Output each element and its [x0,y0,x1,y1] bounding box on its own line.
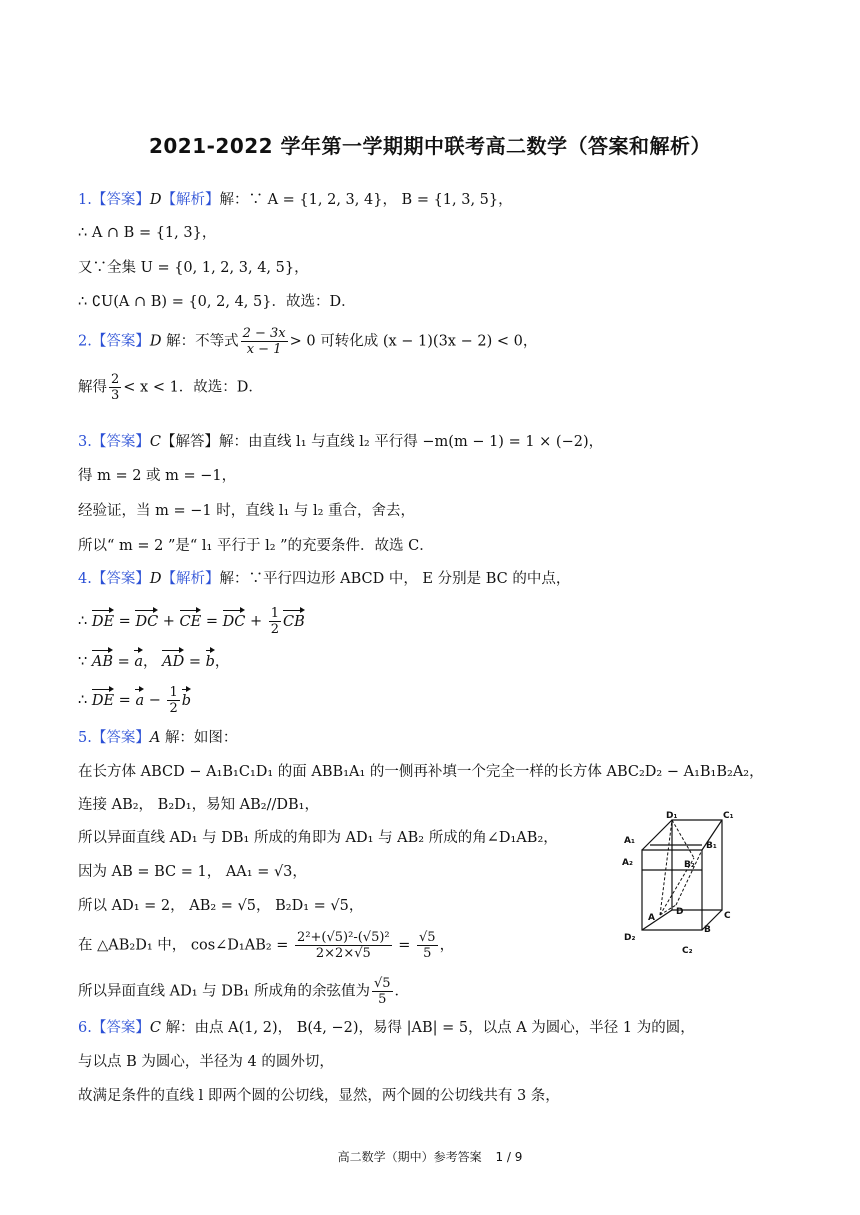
q4-text: + [158,613,180,630]
q3-text-1: 解：由直线 l₁ 与直线 l₂ 平行得 −m(m − 1) = 1 × (−2)， [218,434,604,450]
q5-frac-numerator: 2²+(√5)²-(√5)² [297,930,390,945]
label-c1: C₁ [723,811,734,821]
q1-line-1 [78,190,513,210]
q4-frac2-numerator: 1 [169,685,178,700]
q4-answer-tag: 【答案】 [91,571,150,587]
q5-answer-tag: 【答案】 [91,730,150,746]
vector-dc: DC [222,613,246,630]
q4-frac-numerator: 1 [270,606,279,621]
q1-line-4: ∴ ∁U(A ∩ B) = {0, 2, 4, 5}．故选：D． [78,294,356,310]
q1-text-1: 解：∵ A = {1, 2, 3, 4}， B = {1, 3, 5}， [219,192,513,208]
label-b: B [704,925,711,935]
q3-solution-tag: 【解答】 [160,434,219,450]
q4-text-1: 解：∵平行四边形 ABCD 中， E 分别是 BC 的中点， [219,571,571,587]
label-a1: A₁ [624,836,635,846]
q1-answer-tag: 【答案】 [91,192,150,208]
q2-text-1b: > 0 可转化成 (x − 1)(3x − 2) < 0， [289,333,538,350]
q5-line-5: 所以 AD₁ = 2， AB₂ = √5， B₂D₁ = √5， [78,898,364,914]
q2-frac-denominator: x − 1 [246,342,282,357]
q6-answer: C [149,1020,161,1036]
q4-frac2-denominator: 2 [169,701,178,716]
q5-line-7 [78,976,409,1007]
q5-frac2-denominator: 5 [423,946,432,961]
vector-ce: CE [179,613,202,630]
q5-text-6b: = [393,937,416,954]
vector-de: DE [91,613,115,630]
q2-text-2b: < x < 1．故选：D． [123,379,263,396]
q1-line-3: 又∵全集 U = {0, 1, 2, 3, 4, 5}， [78,260,309,276]
q4-text: ∴ [78,613,92,630]
vector-cb: CB [283,613,305,630]
label-c2: C₂ [682,946,693,956]
cuboid-figure [620,810,740,960]
q1-analysis-tag: 【解析】 [161,192,220,208]
q4-text: ， [143,654,163,670]
q5-frac3-denominator: 5 [378,992,387,1007]
label-b1: B₁ [706,841,717,851]
vector-b: b [205,654,215,670]
page-number: 1 / 9 [495,1150,523,1164]
q4-line-2 [78,606,305,637]
q3-line-2: 得 m = 2 或 m = −1， [78,468,237,484]
q6-number: 6. [78,1020,92,1036]
q3-answer: C [149,434,161,450]
label-a2: A₂ [622,858,633,868]
q2-frac2-denominator: 3 [111,388,120,403]
q5-answer: A [149,730,161,746]
q4-text: − [144,692,166,709]
q2-text-2a: 解得 [78,379,107,396]
q2-line-1 [78,326,537,357]
q4-fraction [269,606,281,637]
label-d2: D₂ [624,933,636,943]
q2-frac2-numerator: 2 [111,372,120,387]
q5-line-3: 所以异面直线 AD₁ 与 DB₁ 所成的角即为 AD₁ 与 AB₂ 所成的角∠D₁AB₂， [78,830,558,846]
vector-b: b [181,692,192,709]
vector-ab: AB [91,654,113,670]
vector-dc: DC [135,613,159,630]
q6-answer-tag: 【答案】 [91,1020,150,1036]
q5-fraction-2 [417,930,438,961]
q5-frac3-numerator: √5 [373,976,391,991]
q5-line-4: 因为 AB = BC = 1， AA₁ = √3， [78,864,307,880]
q5-line-0 [78,728,237,748]
q4-line-3 [78,652,229,672]
q4-fraction-2 [167,685,179,716]
q2-text-1a: 解：不等式 [166,333,239,350]
q3-number: 3. [78,434,92,450]
vector-de: DE [91,692,115,709]
q2-answer-tag: 【答案】 [91,333,150,350]
q4-text: = [201,613,223,630]
q3-line-4: 所以“ m = 2 ”是“ l₁ 平行于 l₂ ”的充要条件．故选 C． [78,538,434,554]
q5-frac2-numerator: √5 [419,930,436,945]
label-a: A [648,913,655,923]
q4-analysis-tag: 【解析】 [161,571,220,587]
q4-text: ∵ [78,654,92,670]
q3-answer-tag: 【答案】 [91,434,150,450]
q4-answer: D [149,571,162,587]
footer-text: 高二数学（期中）参考答案 [337,1150,482,1164]
q1-line-2: ∴ A ∩ B = {1, 3}， [78,225,217,241]
q5-line-6 [78,930,454,961]
q5-text-7a: 所以异面直线 AD₁ 与 DB₁ 所成角的余弦值为 [78,983,370,1000]
q2-answer: D [149,333,162,350]
q2-number: 2. [78,333,92,350]
label-b2: B₂ [684,860,695,870]
q4-text: = [112,654,135,670]
label-d1: D₁ [666,811,678,821]
page-title: 2021-2022 学年第一学期期中联考高二数学（答案和解析） [148,134,712,158]
q6-line-2: 与以点 B 为圆心，半径为 4 的圆外切， [78,1054,334,1070]
q4-text: ， [214,654,230,670]
q1-answer: D [149,192,162,208]
q5-line-1: 在长方体 ABCD − A₁B₁C₁D₁ 的面 ABB₁A₁ 的一侧再补填一个完全一样的长方体 ABC₂D₂ − A₁B₁B₂A₂， [78,764,764,780]
q6-line-1 [78,1018,695,1038]
q4-text: = [114,692,136,709]
q4-line-1 [78,569,570,589]
q4-text: = [114,613,136,630]
vector-a: a [134,654,144,670]
q2-frac-numerator: 2 − 3x [242,326,286,341]
q5-number: 5. [78,730,92,746]
page-footer [0,1148,860,1165]
label-c: C [724,911,731,921]
q6-line-3: 故满足条件的直线 l 即两个圆的公切线，显然，两个圆的公切线共有 3 条， [78,1088,560,1104]
label-d: D [676,907,684,917]
q2-fraction [241,326,288,357]
q3-line-1 [78,432,603,452]
q6-text-1: 解：由点 A(1, 2)， B(4, −2)，易得 |AB| = 5，以点 A 为圆心，半径 1 为的圆， [165,1020,695,1036]
q5-frac-denominator: 2×2×√5 [315,946,371,961]
q1-number: 1. [78,192,92,208]
q3-line-3: 经验证，当 m = −1 时，直线 l₁ 与 l₂ 重合，舍去， [78,503,416,519]
q4-line-4 [78,685,191,716]
q5-text-6c: ， [439,937,455,954]
vector-ad: AD [162,654,185,670]
q5-text-0: 解：如图： [164,730,238,746]
q4-text: ∴ [78,692,92,709]
q5-fraction [295,930,392,961]
q5-fraction-3 [372,976,393,1007]
q5-text-7b: ． [394,983,410,1000]
q4-text: = [184,654,206,670]
q2-line-2 [78,372,263,403]
vector-a: a [135,692,145,709]
q4-number: 4. [78,571,92,587]
q5-text-6a: 在 △AB₂D₁ 中， cos∠D₁AB₂ = [78,937,294,954]
q4-frac-denominator: 2 [270,622,279,637]
q4-text: + [245,613,267,630]
q5-line-2: 连接 AB₂， B₂D₁，易知 AB₂//DB₁， [78,797,319,813]
q2-fraction-2 [109,372,121,403]
